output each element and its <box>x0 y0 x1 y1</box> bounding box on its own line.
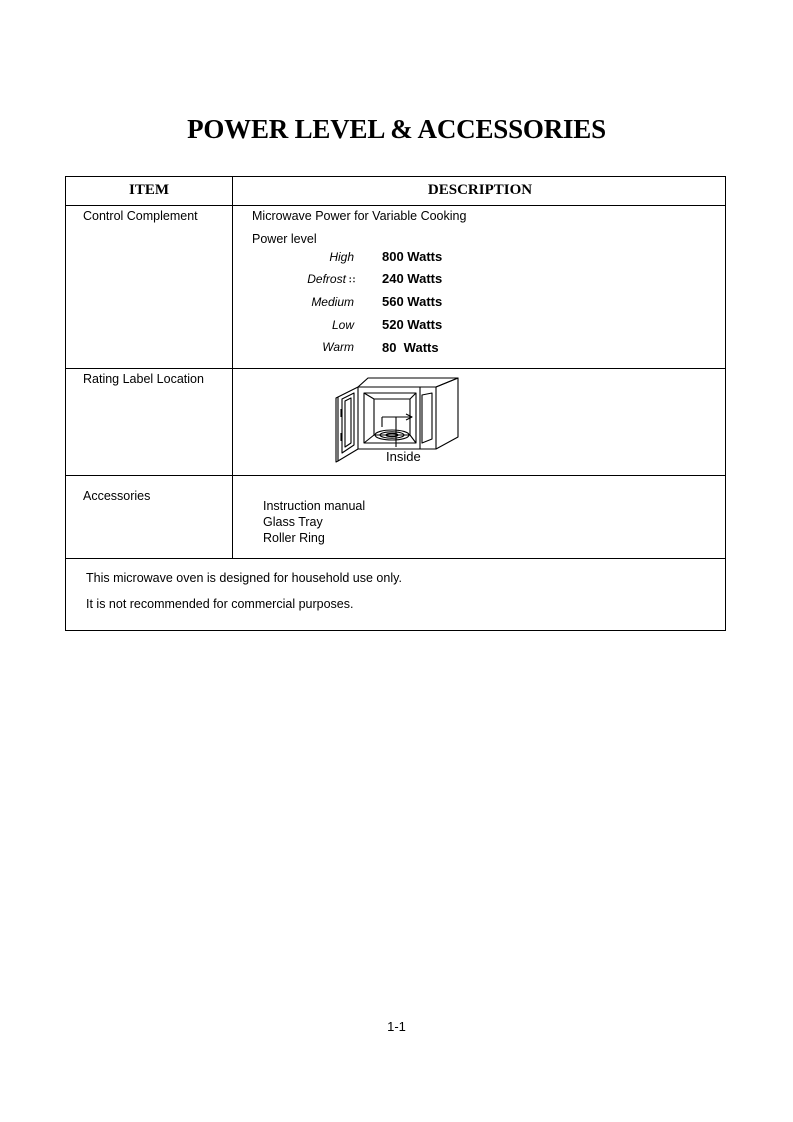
level-watts-high: 800 Watts <box>382 249 443 264</box>
item-control-complement: Control Complement <box>83 209 198 223</box>
level-row-defrost <box>274 272 354 286</box>
header-divider <box>66 205 725 206</box>
level-watts-warm: 80 Watts <box>382 340 439 355</box>
item-accessories: Accessories <box>83 489 151 503</box>
header-item: ITEM <box>128 182 169 198</box>
defrost-icon: ∷ <box>349 275 354 285</box>
level-name-medium: Medium <box>311 295 354 309</box>
level-name-warm: Warm <box>322 340 354 354</box>
level-watts-defrost: 240 Watts <box>382 271 443 286</box>
power-accessories-table <box>65 176 726 631</box>
column-divider <box>232 177 233 558</box>
page-number: 1-1 <box>387 1019 406 1034</box>
desc-microwave-power: Microwave Power for Variable Cooking <box>252 209 467 223</box>
inside-label: Inside <box>386 449 421 464</box>
item-rating-label-location: Rating Label Location <box>83 372 204 386</box>
note-household-use: This microwave oven is designed for household use only. <box>86 571 402 585</box>
accessory-roller-ring: Roller Ring <box>263 531 325 545</box>
accessory-instruction-manual: Instruction manual <box>263 499 366 513</box>
level-name-defrost: Defrost <box>307 272 346 286</box>
header-description: DESCRIPTION <box>427 182 533 198</box>
desc-power-level: Power level <box>252 232 317 246</box>
row-divider-control <box>66 368 725 369</box>
level-watts-medium: 560 Watts <box>382 294 443 309</box>
level-name-high: High <box>329 250 354 264</box>
level-watts-low: 520 Watts <box>382 317 443 332</box>
row-divider-rating <box>66 475 725 476</box>
note-commercial: It is not recommended for commercial purposes. <box>86 597 354 611</box>
page-title: POWER LEVEL & ACCESSORIES <box>187 114 606 144</box>
row-divider-accessories <box>66 558 725 559</box>
accessory-glass-tray: Glass Tray <box>263 515 323 529</box>
level-name-low: Low <box>331 318 354 332</box>
microwave-oven-illustration <box>316 373 466 465</box>
